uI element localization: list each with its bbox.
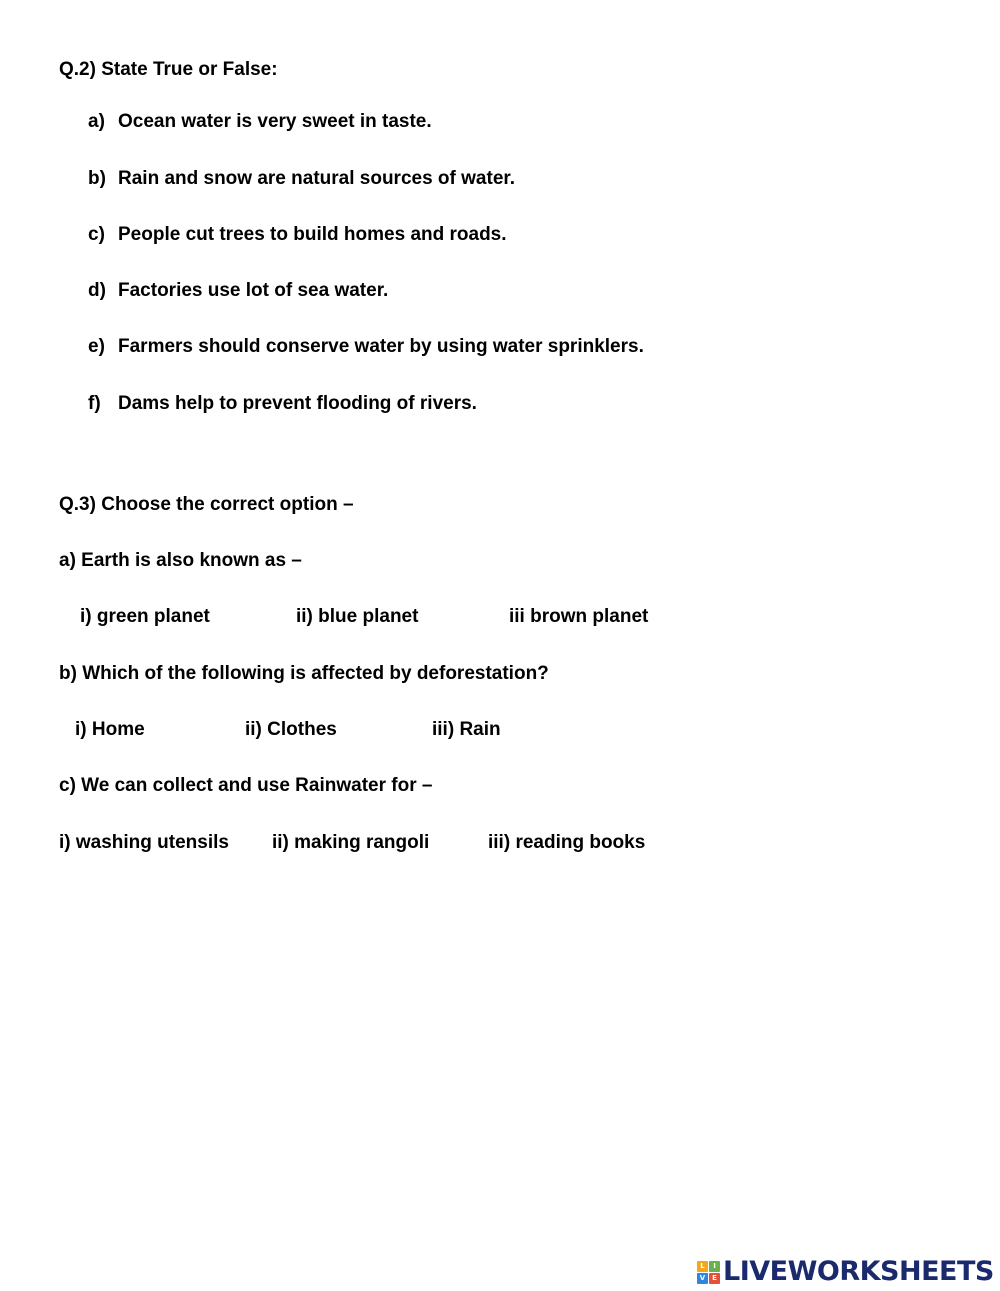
q2-item-b-label: b): [88, 168, 106, 189]
q2-item-c-label: c): [88, 224, 105, 245]
logo-text: LIVEWORKSHEETS: [723, 1256, 994, 1287]
logo-block-e: E: [709, 1273, 720, 1284]
q3-a-option-1: i) green planet: [80, 606, 210, 627]
logo-block-l: L: [697, 1261, 708, 1272]
q2-heading: Q.2) State True or False:: [59, 59, 278, 80]
q3-heading: Q.3) Choose the correct option –: [59, 494, 354, 515]
q2-item-e-text: Farmers should conserve water by using water sprinklers.: [118, 336, 644, 357]
liveworksheets-logo: [697, 1257, 994, 1287]
q3-a-option-3: iii brown planet: [509, 606, 649, 627]
q2-item-a-text: Ocean water is very sweet in taste.: [118, 111, 432, 132]
q2-item-e-label: e): [88, 336, 105, 357]
q2-item-a-label: a): [88, 111, 105, 132]
q3-c-option-2: ii) making rangoli: [272, 832, 430, 853]
q2-item-f-text: Dams help to prevent flooding of rivers.: [118, 393, 477, 414]
q3-b-option-1: i) Home: [75, 719, 145, 740]
q3-question-b: b) Which of the following is affected by deforestation?: [59, 663, 549, 684]
logo-blocks-icon: [697, 1261, 720, 1284]
logo-block-i: I: [709, 1261, 720, 1272]
q2-item-d-label: d): [88, 280, 106, 301]
q3-a-option-2: ii) blue planet: [296, 606, 419, 627]
q3-c-option-3: iii) reading books: [488, 832, 646, 853]
logo-block-v: V: [697, 1273, 708, 1284]
q2-item-b-text: Rain and snow are natural sources of water.: [118, 168, 516, 189]
q3-b-option-3: iii) Rain: [432, 719, 501, 740]
q2-item-d-text: Factories use lot of sea water.: [118, 280, 389, 301]
q3-b-option-2: ii) Clothes: [245, 719, 337, 740]
q2-item-c-text: People cut trees to build homes and roads.: [118, 224, 507, 245]
q3-question-c: c) We can collect and use Rainwater for –: [59, 775, 433, 796]
q3-c-option-1: i) washing utensils: [59, 832, 229, 853]
q2-item-f-label: f): [88, 393, 101, 414]
q3-question-a: a) Earth is also known as –: [59, 550, 302, 571]
